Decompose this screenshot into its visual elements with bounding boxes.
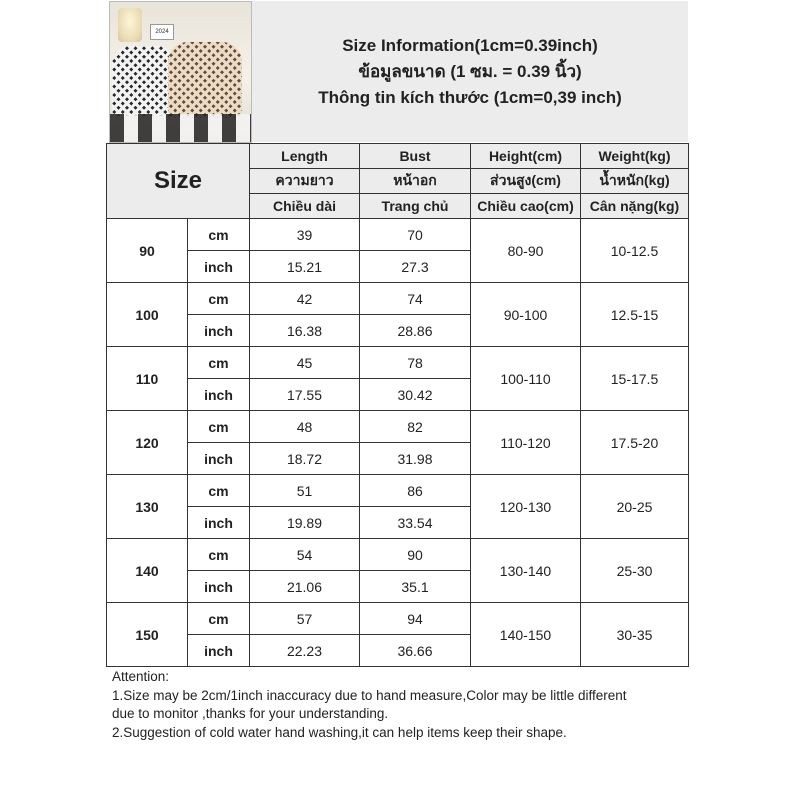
unit-inch: inch <box>188 507 250 539</box>
height-range: 140-150 <box>471 603 581 667</box>
bust-cm: 86 <box>360 475 471 507</box>
length-cm: 42 <box>250 283 360 315</box>
attention-note-2: 2.Suggestion of cold water hand washing,it can help items keep their shape. <box>112 724 567 740</box>
length-inch: 18.72 <box>250 443 360 475</box>
bust-inch: 30.42 <box>360 379 471 411</box>
size-table-body <box>107 219 689 667</box>
unit-cm: cm <box>188 219 250 251</box>
length-inch: 19.89 <box>250 507 360 539</box>
floor-pattern-image <box>110 114 251 142</box>
size-value: 110 <box>107 347 188 411</box>
unit-cm: cm <box>188 347 250 379</box>
height-range: 120-130 <box>471 475 581 539</box>
size-value: 90 <box>107 219 188 283</box>
weight-range: 25-30 <box>581 539 689 603</box>
length-inch: 17.55 <box>250 379 360 411</box>
length-inch: 15.21 <box>250 251 360 283</box>
attention-notes <box>106 668 688 742</box>
length-cm: 39 <box>250 219 360 251</box>
header-height-th: ส่วนสูง(cm) <box>471 169 581 194</box>
attention-note-1: 1.Size may be 2cm/1inch inaccuracy due to hand measure,Color may be little different <box>112 687 627 703</box>
bust-inch: 28.86 <box>360 315 471 347</box>
table-row <box>107 347 689 379</box>
length-inch: 22.23 <box>250 635 360 667</box>
info-title-thai: ข้อมูลขนาด (1 ซม. = 0.39 นิ้ว) <box>358 61 582 81</box>
size-value: 140 <box>107 539 188 603</box>
unit-cm: cm <box>188 539 250 571</box>
weight-range: 15-17.5 <box>581 347 689 411</box>
bust-cm: 94 <box>360 603 471 635</box>
height-range: 110-120 <box>471 411 581 475</box>
brown-tweed-coat-image <box>168 42 242 118</box>
length-cm: 57 <box>250 603 360 635</box>
table-row <box>107 603 689 635</box>
bust-inch: 33.54 <box>360 507 471 539</box>
size-table <box>106 143 689 667</box>
size-column-label: Size <box>107 144 250 219</box>
product-photo <box>109 1 252 143</box>
height-range: 100-110 <box>471 347 581 411</box>
table-row <box>107 283 689 315</box>
length-cm: 48 <box>250 411 360 443</box>
weight-range: 10-12.5 <box>581 219 689 283</box>
attention-heading: Attention: <box>112 669 170 684</box>
header-weight-vi: Cân nặng(kg) <box>581 194 689 219</box>
header-length-th: ความยาว <box>250 169 360 194</box>
header-length-en: Length <box>250 144 360 169</box>
bust-inch: 36.66 <box>360 635 471 667</box>
weight-range: 30-35 <box>581 603 689 667</box>
length-cm: 51 <box>250 475 360 507</box>
table-row <box>107 539 689 571</box>
unit-cm: cm <box>188 603 250 635</box>
table-row <box>107 475 689 507</box>
size-value: 120 <box>107 411 188 475</box>
bust-cm: 78 <box>360 347 471 379</box>
bust-cm: 82 <box>360 411 471 443</box>
unit-cm: cm <box>188 283 250 315</box>
bust-cm: 70 <box>360 219 471 251</box>
info-title-english: Size Information(1cm=0.39inch) <box>342 35 598 55</box>
unit-cm: cm <box>188 475 250 507</box>
unit-inch: inch <box>188 315 250 347</box>
header-height-en: Height(cm) <box>471 144 581 169</box>
size-value: 130 <box>107 475 188 539</box>
length-inch: 16.38 <box>250 315 360 347</box>
size-value: 100 <box>107 283 188 347</box>
bust-inch: 31.98 <box>360 443 471 475</box>
info-title-vietnamese: Thông tin kích thước (1cm=0,39 inch) <box>318 87 622 107</box>
attention-note-1-continued: due to monitor ,thanks for your understanding. <box>112 706 389 721</box>
header-bust-en: Bust <box>360 144 471 169</box>
size-table-header <box>107 144 689 219</box>
bust-inch: 27.3 <box>360 251 471 283</box>
bust-inch: 35.1 <box>360 571 471 603</box>
unit-inch: inch <box>188 251 250 283</box>
height-range: 90-100 <box>471 283 581 347</box>
header-bust-vi: Trang chủ <box>360 194 471 219</box>
weight-range: 12.5-15 <box>581 283 689 347</box>
height-range: 130-140 <box>471 539 581 603</box>
bust-cm: 90 <box>360 539 471 571</box>
height-range: 80-90 <box>471 219 581 283</box>
black-tweed-coat-image <box>112 46 176 116</box>
weight-range: 20-25 <box>581 475 689 539</box>
table-row <box>107 219 689 251</box>
weight-range: 17.5-20 <box>581 411 689 475</box>
unit-inch: inch <box>188 571 250 603</box>
table-row <box>107 411 689 443</box>
photo-sign: 2024 <box>150 24 174 40</box>
unit-inch: inch <box>188 379 250 411</box>
size-value: 150 <box>107 603 188 667</box>
header-height-vi: Chiều cao(cm) <box>471 194 581 219</box>
header-bust-th: หน้าอก <box>360 169 471 194</box>
unit-cm: cm <box>188 411 250 443</box>
size-information-panel <box>252 1 688 142</box>
length-cm: 45 <box>250 347 360 379</box>
chart-header <box>106 0 689 143</box>
header-weight-th: น้ำหนัก(kg) <box>581 169 689 194</box>
header-length-vi: Chiều dài <box>250 194 360 219</box>
length-inch: 21.06 <box>250 571 360 603</box>
lamp-image <box>118 8 142 42</box>
bust-cm: 74 <box>360 283 471 315</box>
unit-inch: inch <box>188 635 250 667</box>
size-chart-sheet <box>106 0 689 800</box>
length-cm: 54 <box>250 539 360 571</box>
unit-inch: inch <box>188 443 250 475</box>
header-weight-en: Weight(kg) <box>581 144 689 169</box>
